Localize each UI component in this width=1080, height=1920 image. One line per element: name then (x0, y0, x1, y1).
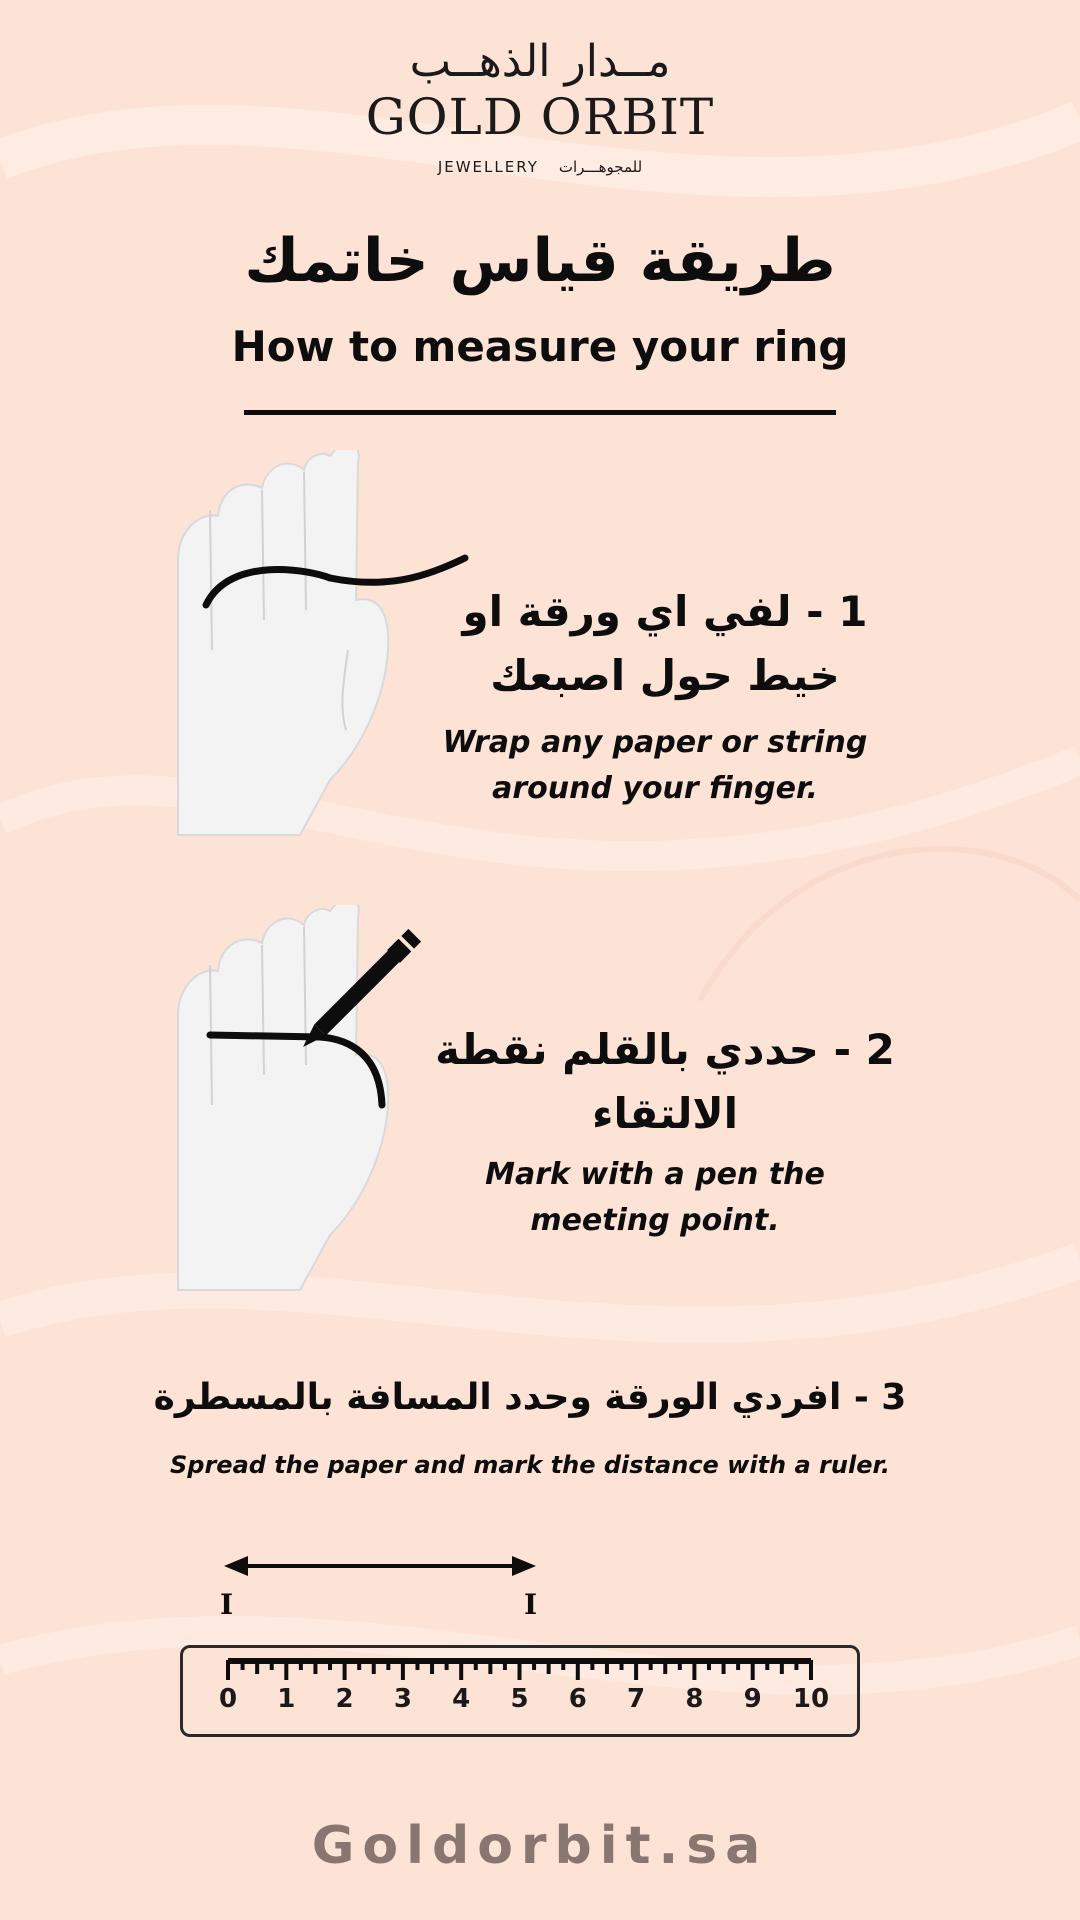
step-1-arabic: 1 - لفي اي ورقة او خيط حول اصبعك (462, 587, 868, 700)
ruler-number: 3 (393, 1684, 412, 1714)
ruler-number: 10 (792, 1684, 830, 1714)
logo-subtitle (400, 158, 680, 176)
step-1-english: Wrap any paper or string around your finger. (442, 725, 868, 806)
ruler-number: 8 (685, 1684, 704, 1714)
ruler-number: 9 (743, 1684, 762, 1714)
ruler-number: 0 (218, 1684, 238, 1714)
logo-arabic: مــدار الذهــب (409, 36, 671, 87)
ruler-number: 1 (277, 1684, 296, 1714)
ruler-numbers (183, 1648, 857, 1734)
title-divider (244, 410, 836, 415)
step-3-arabic: 3 - افردي الورقة وحدد المسافة بالمسطرة (153, 1377, 907, 1418)
ruler-number: 6 (568, 1684, 587, 1714)
step-3-english: Spread the paper and mark the distance with a ruler. (169, 1451, 890, 1479)
ruler-number: 5 (510, 1684, 529, 1714)
website-link[interactable]: Goldorbit.sa (311, 1816, 769, 1876)
marker-right: I (524, 1588, 538, 1621)
ruler (180, 1645, 860, 1737)
ruler-number: 7 (627, 1684, 646, 1714)
marker-left: I (220, 1588, 234, 1621)
step-2-english: Mark with a pen the meeting point. (485, 1157, 825, 1238)
ruler-number: 4 (452, 1684, 471, 1714)
logo-sub-arabic: للمجوهـــرات (558, 158, 643, 176)
step-2-arabic: 2 - حددي بالقلم نقطة الالتقاء (435, 1025, 895, 1138)
ruler-number: 2 (335, 1684, 354, 1714)
logo-english: GOLD ORBIT (365, 88, 715, 146)
title-arabic: طريقة قياس خاتمك (244, 226, 836, 296)
measure-arrow-icon (220, 1548, 540, 1618)
title-english: How to measure your ring (231, 322, 849, 371)
logo-sub-english: JEWELLERY (437, 158, 539, 176)
